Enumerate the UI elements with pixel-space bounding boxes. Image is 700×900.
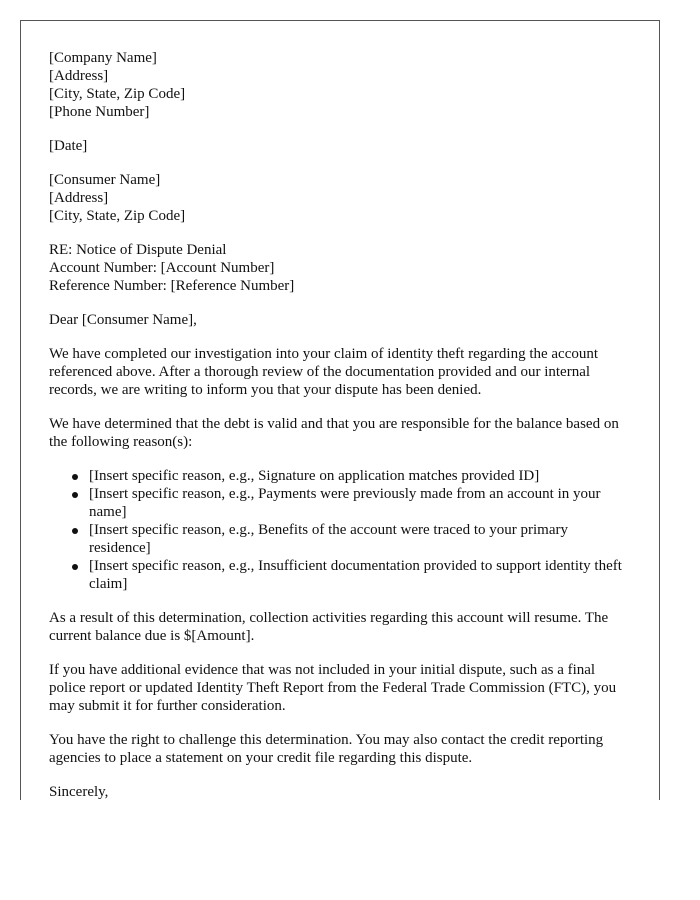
sender-company: [Company Name] bbox=[49, 50, 157, 66]
letter-page bbox=[20, 20, 660, 800]
list-item bbox=[89, 467, 631, 485]
subject-line: RE: Notice of Dispute Denial bbox=[49, 242, 227, 258]
reason-text: [Insert specific reason, e.g., Insufficient documentation provided to support identity theft claim] bbox=[89, 558, 622, 592]
letter-body bbox=[21, 21, 659, 800]
date-block bbox=[49, 137, 631, 155]
paragraph-collection: As a result of this determination, collection activities regarding this account will resume. The current balance due is $[Amount]. bbox=[49, 610, 609, 644]
list-item bbox=[89, 485, 631, 521]
sender-phone: [Phone Number] bbox=[49, 104, 150, 120]
reference-number-line: Reference Number: [Reference Number] bbox=[49, 278, 295, 294]
recipient-city-state-zip: [City, State, Zip Code] bbox=[49, 208, 186, 224]
recipient-name: [Consumer Name] bbox=[49, 172, 161, 188]
reference-block bbox=[49, 241, 631, 295]
sender-city-state-zip: [City, State, Zip Code] bbox=[49, 86, 186, 102]
list-item bbox=[89, 557, 631, 593]
paragraph-investigation: We have completed our investigation into your claim of identity theft regarding the account referenced above. After a thorough review of the documentation provided and our internal records, we are writing to inform you that your dispute has been denied. bbox=[49, 346, 599, 398]
sender-address: [Address] bbox=[49, 68, 109, 84]
reasons-list bbox=[49, 467, 631, 593]
list-item bbox=[89, 521, 631, 557]
reason-text: [Insert specific reason, e.g., Signature on application matches provided ID] bbox=[89, 468, 540, 484]
bullet-icon bbox=[72, 528, 78, 534]
sender-block bbox=[49, 49, 631, 121]
reason-text: [Insert specific reason, e.g., Benefits of the account were traced to your primary residence] bbox=[89, 522, 568, 556]
bullet-icon bbox=[72, 564, 78, 570]
reason-text: [Insert specific reason, e.g., Payments were previously made from an account in your name] bbox=[89, 486, 601, 520]
salutation: Dear [Consumer Name], bbox=[49, 312, 197, 328]
letter-date: [Date] bbox=[49, 138, 88, 154]
bullet-icon bbox=[72, 474, 78, 480]
paragraph-rights: You have the right to challenge this determination. You may also contact the credit reporting agencies to place a statement on your credit file regarding this dispute. bbox=[49, 732, 604, 766]
recipient-block bbox=[49, 171, 631, 225]
bullet-icon bbox=[72, 492, 78, 498]
paragraph-additional-evidence: If you have additional evidence that was not included in your initial dispute, such as a final police report or updated Identity Theft Report from the Federal Trade Commission (FTC), you may submit it for further consideration. bbox=[49, 662, 617, 714]
paragraph-determination: We have determined that the debt is valid and that you are responsible for the balance based on the following reason(s): bbox=[49, 416, 619, 450]
account-number-line: Account Number: [Account Number] bbox=[49, 260, 275, 276]
closing: Sincerely, bbox=[49, 784, 109, 800]
recipient-address: [Address] bbox=[49, 190, 109, 206]
